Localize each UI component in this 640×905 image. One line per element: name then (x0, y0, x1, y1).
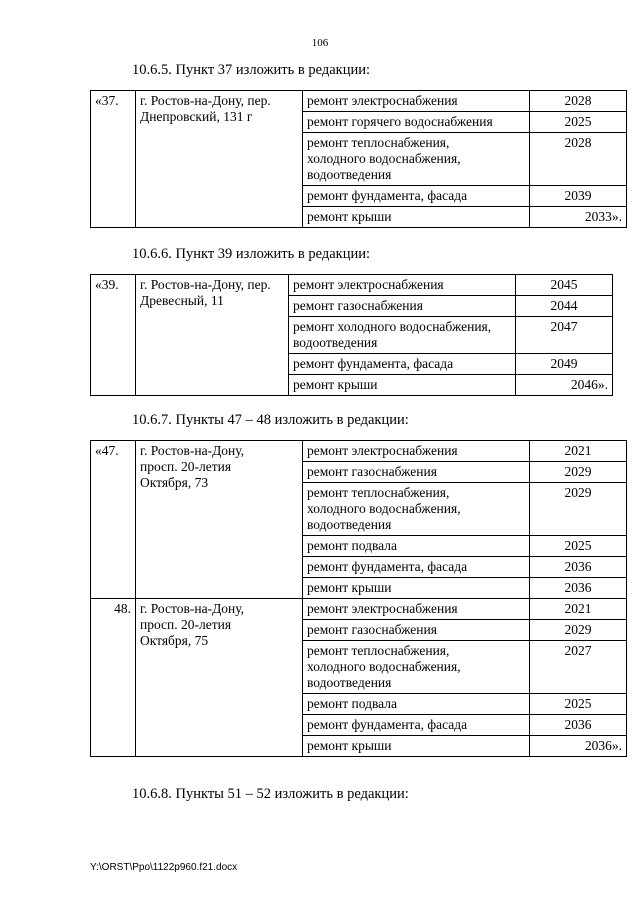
work-cell: ремонт теплоснабжения, холодного водоснабжения, водоотведения (303, 641, 530, 694)
year-cell: 2036». (530, 736, 627, 757)
address-cell: г. Ростов-на-Дону, пер. Днепровский, 131 г (136, 91, 303, 228)
address-cell: г. Ростов-на-Дону, просп. 20-летия Октября, 73 (136, 441, 303, 599)
year-cell: 2033». (530, 207, 627, 228)
work-cell: ремонт фундамента, фасада (303, 186, 530, 207)
address-cell: г. Ростов-на-Дону, просп. 20-летия Октября, 75 (136, 599, 303, 757)
work-cell: ремонт электроснабжения (303, 441, 530, 462)
table-row (91, 599, 627, 620)
year-cell: 2025 (530, 694, 627, 715)
work-cell: ремонт крыши (289, 375, 516, 396)
repair-table (90, 274, 613, 396)
repair-table (90, 90, 627, 228)
page-number: 106 (311, 37, 329, 49)
item-number: «47. (91, 441, 136, 599)
work-cell: ремонт крыши (303, 736, 530, 757)
section-heading: 10.6.7. Пункты 47 – 48 изложить в редакции: (132, 412, 409, 428)
work-cell: ремонт горячего водоснабжения (303, 112, 530, 133)
work-cell: ремонт крыши (303, 207, 530, 228)
work-cell: ремонт фундамента, фасада (303, 715, 530, 736)
year-cell: 2029 (530, 483, 627, 536)
year-cell: 2045 (516, 275, 613, 296)
year-cell: 2028 (530, 133, 627, 186)
table-row (91, 275, 613, 296)
address-cell: г. Ростов-на-Дону, пер. Древесный, 11 (136, 275, 289, 396)
section-heading: 10.6.8. Пункты 51 – 52 изложить в редакции: (132, 786, 409, 802)
item-number: 48. (91, 599, 136, 757)
year-cell: 2036 (530, 715, 627, 736)
year-cell: 2036 (530, 578, 627, 599)
work-cell: ремонт газоснабжения (303, 462, 530, 483)
year-cell: 2039 (530, 186, 627, 207)
year-cell: 2029 (530, 462, 627, 483)
work-cell: ремонт фундамента, фасада (303, 557, 530, 578)
work-cell: ремонт теплоснабжения, холодного водоснабжения, водоотведения (303, 483, 530, 536)
file-path-footer: Y:\ORST\Ppo\1122p960.f21.docx (90, 862, 238, 873)
work-cell: ремонт холодного водоснабжения, водоотведения (289, 317, 516, 354)
year-cell: 2046». (516, 375, 613, 396)
repair-table (90, 440, 627, 757)
item-number: «37. (91, 91, 136, 228)
year-cell: 2047 (516, 317, 613, 354)
section-heading: 10.6.6. Пункт 39 изложить в редакции: (132, 246, 371, 262)
work-cell: ремонт подвала (303, 536, 530, 557)
year-cell: 2049 (516, 354, 613, 375)
work-cell: ремонт электроснабжения (303, 599, 530, 620)
table-row (91, 441, 627, 462)
work-cell: ремонт подвала (303, 694, 530, 715)
year-cell: 2025 (530, 112, 627, 133)
section-heading: 10.6.5. Пункт 37 изложить в редакции: (132, 62, 371, 78)
year-cell: 2021 (530, 441, 627, 462)
year-cell: 2027 (530, 641, 627, 694)
work-cell: ремонт теплоснабжения, холодного водоснабжения, водоотведения (303, 133, 530, 186)
work-cell: ремонт электроснабжения (289, 275, 516, 296)
year-cell: 2029 (530, 620, 627, 641)
item-number: «39. (91, 275, 136, 396)
work-cell: ремонт газоснабжения (289, 296, 516, 317)
work-cell: ремонт фундамента, фасада (289, 354, 516, 375)
work-cell: ремонт крыши (303, 578, 530, 599)
year-cell: 2036 (530, 557, 627, 578)
work-cell: ремонт электроснабжения (303, 91, 530, 112)
table-row (91, 91, 627, 112)
work-cell: ремонт газоснабжения (303, 620, 530, 641)
year-cell: 2044 (516, 296, 613, 317)
year-cell: 2025 (530, 536, 627, 557)
year-cell: 2021 (530, 599, 627, 620)
year-cell: 2028 (530, 91, 627, 112)
